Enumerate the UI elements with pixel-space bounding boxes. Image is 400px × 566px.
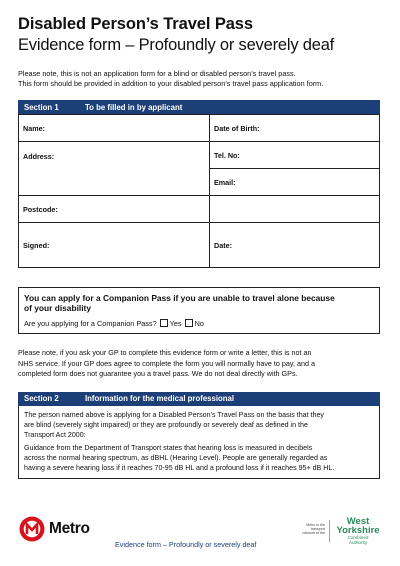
- applicant-fields-table: [18, 114, 380, 268]
- section-1: [18, 100, 380, 268]
- section-2-number: Section 2: [24, 394, 59, 403]
- section-1-header: [18, 100, 380, 114]
- footer-caption: Evidence form – Profoundly or severely deaf: [115, 540, 257, 549]
- section-2-header: [18, 392, 380, 406]
- page-subtitle: Evidence form – Profoundly or severely deaf: [18, 36, 335, 54]
- metro-wordmark: Metro: [49, 520, 90, 537]
- section-1-number: Section 1: [24, 102, 59, 112]
- section-2-title: Information for the medical professional: [85, 394, 235, 403]
- name-field[interactable]: Name:: [19, 115, 210, 142]
- yes-checkbox[interactable]: [160, 319, 168, 327]
- wy-tagline: Metro is the transport network of the: [302, 523, 325, 536]
- signature-field[interactable]: Signed:: [19, 223, 210, 268]
- section-2-body: The person named above is applying for a Disabled Person’s Travel Pass on the basis that they are blind (severely sight impaired) or they are profoundly or severely deaf as defined in the Transport Act 2000: Guidance from the Department of Transport states that hearing loss is measured in decibels across the normal hearing spectrum, as dBHL (Hearing Level). People are generally regarded as having a severe hearing loss if it reaches 70-95 dB HL and a profound loss if it reaches 95+ dB HL.: [18, 406, 380, 479]
- footer-divider: [329, 520, 330, 542]
- date-field[interactable]: Date:: [210, 223, 380, 268]
- page-title: Disabled Person’s Travel Pass: [18, 15, 253, 33]
- no-label: No: [194, 319, 204, 328]
- tel-field[interactable]: Tel. No:: [210, 142, 380, 169]
- intro-note: [18, 69, 382, 89]
- address-field[interactable]: Address:: [19, 142, 210, 196]
- form-page: [18, 14, 382, 479]
- email-field[interactable]: Email:: [210, 169, 380, 196]
- postcode-blank-cell[interactable]: [210, 196, 380, 223]
- companion-heading: You can apply for a Companion Pass if you are unable to travel alone because of your disability: [24, 293, 335, 313]
- metro-logo-icon: [19, 516, 45, 542]
- section-1-title: To be filled in by applicant: [85, 102, 183, 112]
- section-2: [18, 392, 380, 479]
- postcode-field[interactable]: Postcode:: [19, 196, 210, 223]
- companion-question: [24, 319, 374, 328]
- footer: [18, 516, 382, 556]
- wyca-logo: West Yorkshire Combined Authority: [336, 516, 380, 545]
- no-checkbox[interactable]: [185, 319, 193, 327]
- companion-question-text: Are you applying for a Companion Pass?: [24, 319, 157, 328]
- gp-note: Please note, if you ask your GP to complete this evidence form or write a letter, this is not an NHS service. If your GP does agree to complete the form you will normally have to pay, and a completed form does not guarantee you a travel pass. We do not deal directly with GPs.: [18, 348, 315, 378]
- intro-line: Please note, this is not an application form for a blind or disabled person’s travel pass.: [18, 69, 296, 78]
- intro-line: This form should be provided in addition to your disabled person’s travel pass application form.: [18, 79, 324, 88]
- companion-pass-box: [18, 287, 380, 334]
- dob-field[interactable]: Date of Birth:: [210, 115, 380, 142]
- yes-label: Yes: [169, 319, 182, 328]
